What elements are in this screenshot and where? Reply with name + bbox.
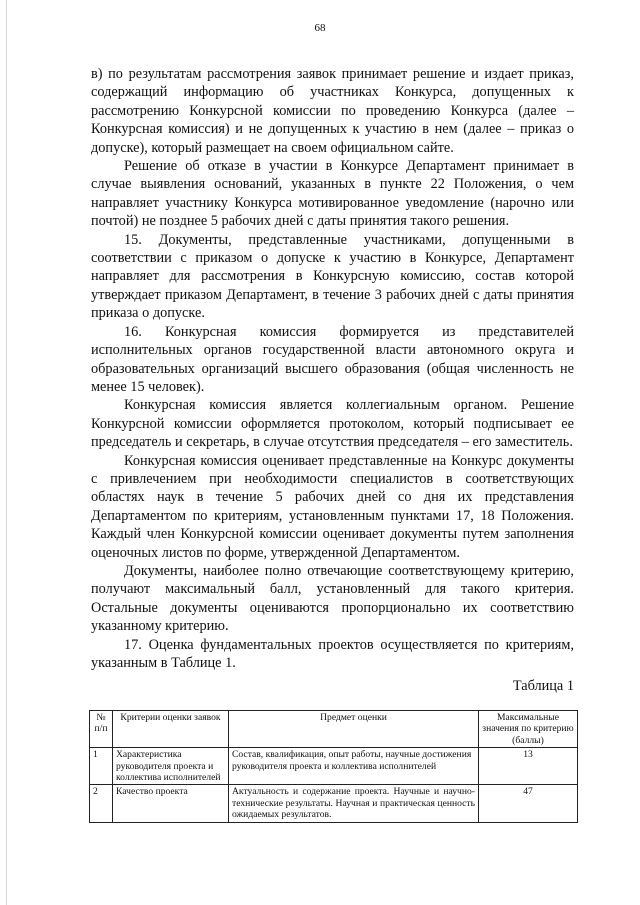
row-max-score: 13 (479, 748, 578, 785)
table-caption: Таблица 1 (512, 678, 574, 694)
row-max-score: 47 (479, 785, 578, 822)
row-num: 1 (90, 748, 113, 785)
row-subject: Состав, квалификация, опыт работы, научные достижения руководителя проекта и коллектива исполнителей (229, 748, 479, 785)
table-row (90, 785, 578, 822)
table-row (90, 748, 578, 785)
paragraph: Конкурсная комиссия является коллегиальным органом. Решение Конкурсной комиссии оформляется протоколом, который подписывает ее председатель и секретарь, в случае отсутствия председателя – его заместитель. (91, 397, 574, 451)
row-subject: Актуальность и содержание проекта. Научные и научно-технические результаты. Научная и практическая ценность ожидаемых результатов. (229, 785, 479, 822)
page-number: 68 (314, 22, 326, 34)
row-criteria: Характеристика руководителя проекта и коллектива исполнителей (113, 748, 229, 785)
header-num: № п/п (90, 711, 113, 748)
scan-edge-line (6, 0, 7, 905)
paragraph: Конкурсная комиссия оценивает представленные на Конкурс документы с привлечением при необходимости специалистов в соответствующих областях наук в течение 5 рабочих дней со дня их представления Департаментом по критериям, установленным пунктами 17, 18 Положения. Каждый член Конкурсной комиссии оценивает документы путем заполнения оценочных листов по форме, утвержденной Департаментом. (91, 452, 574, 561)
row-criteria: Качество проекта (113, 785, 229, 822)
paragraph: Документы, наиболее полно отвечающие соответствующему критерию, получают максимальный балл, установленный для такого критерия. Остальные документы оцениваются пропорционально их соответствию указанному критерию. (91, 562, 574, 635)
document-body (91, 65, 574, 672)
paragraph: в) по результатам рассмотрения заявок принимает решение и издает приказ, содержащий информацию об участниках Конкурса, допущенных к рассмотрению Конкурсной комиссии по проведению Конкурса (далее – Конкурсная комиссия) и не допущенных к участию в нем (далее – приказ о допуске), который размещает на своем официальном сайте. (91, 66, 574, 156)
paragraph: Решение об отказе в участии в Конкурсе Департамент принимает в случае выявления оснований, указанных в пункте 22 Положения, о чем направляет участнику Конкурса мотивированное уведомление (нарочно или почтой) не позднее 5 рабочих дней с даты принятия такого решения. (91, 158, 574, 230)
header-max-score: Максимальные значения по критерию (баллы) (479, 711, 578, 748)
paragraph: 17. Оценка фундаментальных проектов осуществляется по критериям, указанным в Таблице 1. (91, 636, 574, 671)
criteria-table (89, 710, 578, 823)
table-header-row (90, 711, 578, 748)
header-subject: Предмет оценки (229, 711, 479, 748)
row-num: 2 (90, 785, 113, 822)
paragraph: 16. Конкурсная комиссия формируется из представителей исполнительных органов государственной власти автономного округа и образовательных организаций высшего образования (общая численность не менее 15 человек). (91, 323, 574, 395)
header-criteria: Критерии оценки заявок (113, 711, 229, 748)
paragraph: 15. Документы, представленные участниками, допущенными в соответствии с приказом о допуске к участию в Конкурсе, Департамент направляет для рассмотрения в Конкурсную комиссию, состав которой утверждает приказом Департамент, в течение 3 рабочих дней с даты принятия приказа о допуске. (91, 231, 574, 322)
